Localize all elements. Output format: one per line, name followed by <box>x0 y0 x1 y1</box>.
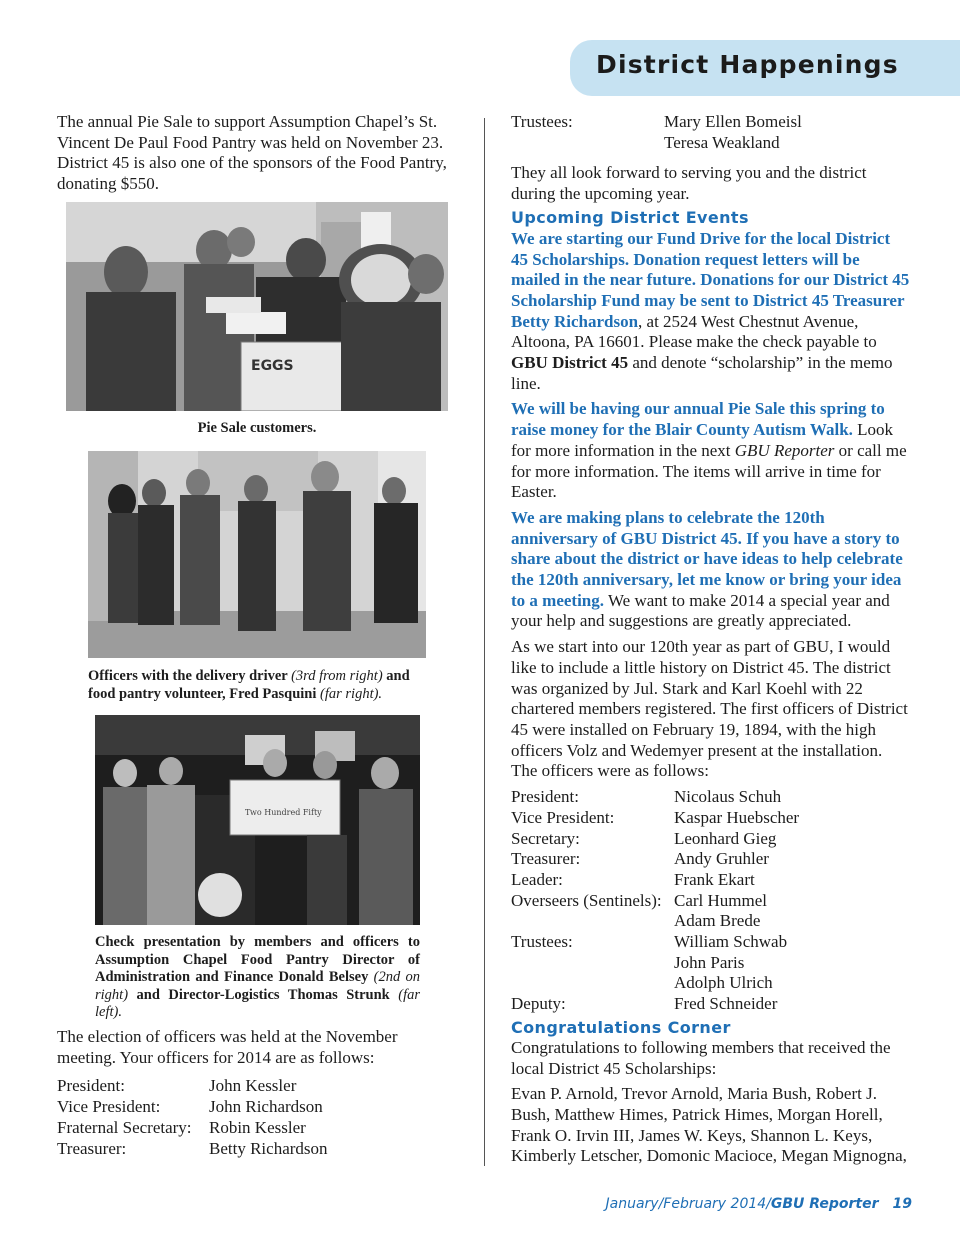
first-officer-name: William Schwab <box>674 932 788 952</box>
trustee-name: Teresa Weakland <box>664 132 780 152</box>
photo-eggs-box-label: EGGS <box>251 358 294 374</box>
first-officer-name: Nicolaus Schuh <box>674 787 782 807</box>
first-officers-table <box>511 787 799 1015</box>
officer-role: Treasurer: <box>57 1138 127 1158</box>
caption2-text-a: Officers with the delivery driver <box>88 668 292 684</box>
fund-drive-text-a: , at 2524 West Chestnut Avenue, Altoona, PA 16601. Please make the check payable to <box>511 311 877 352</box>
congratulations-intro: Congratulations to following members that received the local District 45 Scholarships: <box>511 1037 891 1078</box>
first-officer-role: Secretary: <box>511 828 580 848</box>
photo-check-amount: Two Hundred Fifty <box>245 808 322 817</box>
congratulations-heading: Congratulations Corner <box>511 1017 731 1037</box>
pie-sale-spring-highlight: We will be having our annual Pie Sale this spring to raise money for the Blair County Autism Walk. <box>511 399 885 440</box>
footer-publication: GBU Reporter <box>770 1196 879 1212</box>
caption-check-presentation <box>95 934 420 1022</box>
table-row <box>57 1139 328 1160</box>
caption-pie-sale-customers: Pie Sale customers. <box>197 420 317 436</box>
table-row <box>511 870 799 891</box>
caption-officers-with-driver <box>88 668 433 703</box>
page-number: 19 <box>892 1196 912 1212</box>
caption3-text-c: and Director-Logistics Thomas Strunk <box>128 986 399 1003</box>
first-officer-name: John Paris <box>674 952 745 972</box>
table-row <box>511 808 799 829</box>
table-row <box>57 1097 328 1118</box>
election-block <box>57 1027 459 1159</box>
history-paragraph: As we start into our 120th year as part of GBU, I would like to include a little history on District 45. The district was organized by Jul. Stark and Karl Koehl with 22 chartered members registered. The first officers of District 45 were installed on February 19, 1894, with the high officers Volz and Wedemyer present at the installation. The officers were as follows: <box>511 637 908 781</box>
officer-name: John Richardson <box>209 1097 323 1117</box>
fund-drive-paragraph <box>511 229 911 395</box>
caption2-text-c: and food pantry volunteer, Fred Pasquini <box>88 668 410 702</box>
first-officer-role: Vice President: <box>511 807 615 827</box>
table-row <box>511 953 799 974</box>
election-text: The election of officers was held at the November meeting. Your officers for 2014 are as follows: <box>57 1027 398 1067</box>
first-officer-role: Treasurer: <box>511 849 581 869</box>
caption3-text-d: (far left). <box>95 986 420 1020</box>
officers-2014-table <box>57 1076 328 1159</box>
look-forward-text: They all look forward to serving you and the district during the upcoming year. <box>511 163 867 204</box>
right-column <box>511 112 911 1167</box>
first-officer-role: Deputy: <box>511 994 566 1014</box>
first-officer-role: Leader: <box>511 869 563 889</box>
fund-drive-highlight: We are starting our Fund Drive for the local District 45 Scholarships. Donation request letters will be mailed in the near future. Donations for our District 45 Scholarship Fund may be sent to District 45 Treasurer Betty Richardson <box>511 228 910 331</box>
anniversary-text: We want to make 2014 a special year and your help and suggestions are greatly appreciated. <box>511 590 890 631</box>
table-row <box>511 932 799 953</box>
pie-sale-spring-paragraph <box>511 399 911 503</box>
pie-sale-spring-text-a: Look for more information in the next <box>511 420 894 460</box>
table-row <box>511 133 802 154</box>
table-row <box>57 1118 328 1139</box>
gbu-reporter-title: GBU Reporter <box>734 440 835 460</box>
table-row <box>511 849 799 870</box>
first-officer-name: Fred Schneider <box>674 994 778 1014</box>
photo-officers-image <box>88 451 426 658</box>
photo-officers-with-driver <box>88 451 426 658</box>
caption2-text-d: (far right). <box>320 685 383 702</box>
first-officer-role: Trustees: <box>511 932 573 952</box>
table-row <box>511 973 799 994</box>
first-officer-name: Frank Ekart <box>674 869 755 889</box>
table-row <box>511 787 799 808</box>
first-officer-role: Overseers (Sentinels): <box>511 890 662 910</box>
fund-drive-payee: GBU District 45 <box>511 353 629 373</box>
scholarship-recipients: Evan P. Arnold, Trevor Arnold, Maria Bush, Robert J. Bush, Matthew Himes, Patrick Himes, Morgan Horell, Frank O. Irvin III, James W. Keys, Shannon L. Keys, Kimberly Letscher, Domonic Macioce, Megan Mignogna, <box>511 1084 907 1166</box>
first-officer-name: Kaspar Huebscher <box>674 807 800 827</box>
pie-sale-intro: The annual Pie Sale to support Assumption Chapel’s St. Vincent De Paul Food Pantry was held on November 23. District 45 is also one of the sponsors of the Food Pantry, donating $550. <box>57 112 447 194</box>
fund-drive-text-b: and denote “scholarship” in the memo line. <box>511 353 893 393</box>
officer-name: John Kessler <box>209 1076 297 1096</box>
first-officer-role <box>511 973 674 994</box>
column-divider <box>484 118 485 1166</box>
anniversary-highlight: We are making plans to celebrate the 120th anniversary of GBU District 45. If you have a story to share about the district or have ideas to help celebrate the 120th anniversary, let me know or bring your idea to a meeting. <box>511 507 903 610</box>
photo-check-presentation <box>95 715 420 925</box>
table-row <box>511 112 802 133</box>
trustees-label: Trustees: <box>511 112 573 131</box>
first-officer-name: Adolph Ulrich <box>674 973 773 993</box>
trustee-name: Mary Ellen Bomeisl <box>664 112 802 131</box>
first-officer-name: Carl Hummel <box>674 890 768 910</box>
officer-role: Fraternal Secretary: <box>57 1117 192 1137</box>
officer-name: Betty Richardson <box>209 1138 328 1158</box>
left-column <box>57 112 459 195</box>
officer-role: President: <box>57 1076 125 1096</box>
first-officer-name: Adam Brede <box>674 911 761 931</box>
table-row <box>511 891 799 912</box>
photo-pie-sale-customers <box>66 202 448 411</box>
page-footer <box>606 1196 913 1212</box>
officer-name: Robin Kessler <box>209 1117 306 1137</box>
table-row <box>511 829 799 850</box>
section-title: District Happenings <box>596 50 899 79</box>
first-officer-name: Leonhard Gieg <box>674 828 777 848</box>
pie-sale-spring-text-b: or call me for more information. The items will arrive in time for Easter. <box>511 440 907 502</box>
officer-role: Vice President: <box>57 1097 161 1117</box>
table-row <box>511 994 799 1015</box>
photo-check-image <box>95 715 420 925</box>
first-officer-role <box>511 953 674 974</box>
first-officer-name: Andy Gruhler <box>674 849 769 869</box>
first-officer-role <box>511 911 674 932</box>
first-officer-role: President: <box>511 787 579 807</box>
caption2-text-b: (3rd from right) <box>291 668 383 684</box>
trustees-table <box>511 112 802 153</box>
table-row <box>511 911 799 932</box>
table-row <box>57 1076 328 1097</box>
anniversary-paragraph <box>511 508 911 632</box>
photo-pie-sale-image <box>66 202 448 411</box>
caption3-text-b: (2nd on right) <box>95 969 420 1003</box>
caption3-text-a: Check presentation by members and officers to Assumption Chapel Food Pantry Director of Administration and Finance Donald Belsey <box>95 934 420 985</box>
footer-issue: January/February 2014/ <box>605 1196 771 1212</box>
upcoming-events-heading: Upcoming District Events <box>511 207 749 227</box>
